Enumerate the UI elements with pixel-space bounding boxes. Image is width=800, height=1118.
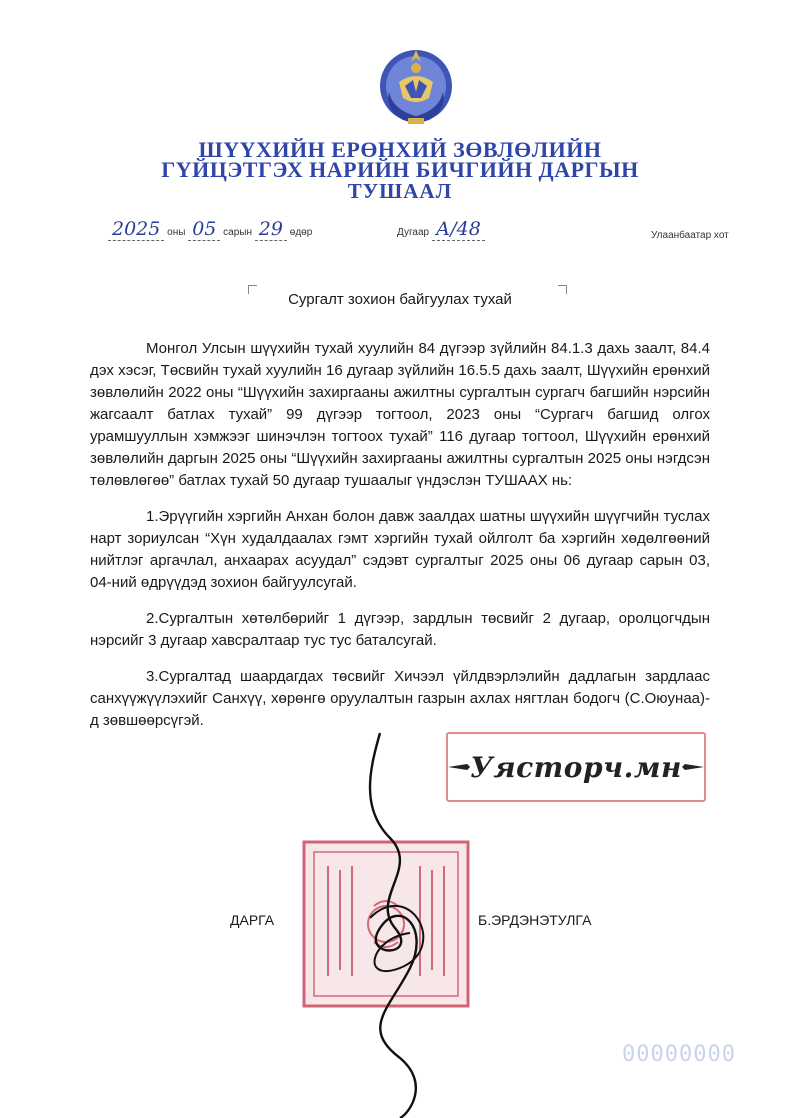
city-label: Улаанбаатар хот xyxy=(651,230,729,241)
state-emblem-icon xyxy=(375,40,457,132)
header-line-1: ШҮҮХИЙН ЕРӨНХИЙ ЗӨВЛӨЛИЙН xyxy=(198,137,602,162)
header-line-2: ГҮЙЦЭТГЭХ НАРИЙН БИЧГИЙН ДАРГЫН xyxy=(161,157,639,182)
body-paragraph: 2.Сургалтын хөтөлбөрийг 1 дүгээр, зардлын төсвийг 2 дугаар, оролцогчдын нэрсийг 3 дугаар хавсралтаар тус тус баталсугай. xyxy=(90,610,710,649)
signatory-name: Б.ЭРДЭНЭТУЛГА xyxy=(478,912,592,928)
body-paragraph: Монгол Улсын шүүхийн тухай хуулийн 84 дүгээр зүйлийн 84.1.3 дахь заалт, 84.4 дэх хэсэг, Төсвийн тухай хуулийн 16 дугаар зүйлийн 16.5.5 дахь заалт, Шүүхийн ерөнхий зөвлөлийн 2022 оны “Шүүхийн захиргааны ажилтны сургалтын сургагч багшийн нэрсийн жагсаалт батлах тухай” 99 дүгээр тогтоол, 2023 оны “Сургагч багшид олгох урамшууллын хэмжээг шинэчлэн тогтоох тухай” 116 дугаар тогтоол, Шүүхийн ерөнхий зөвлөлийн даргын 2025 оны “Шүүхийн захиргааны ажилтны сургалтын 2025 оны нэгдсэн төлөвлөгөө” батлах тухай 50 дугаар тушаалыг үндэслэн ТУШААХ нь: xyxy=(90,340,710,489)
body-paragraph: 3.Сургалтад шаардагдах төсвийг Хичээл үйлдвэрлэлийн дадлагын зардлаас санхүүжүүлэхийг Санхүү, хөрөнгө оруулалтын газрын ахлах нягтлан бодогч (С.Оюунаа)-д зөвшөөрсүгэй. xyxy=(90,668,710,729)
document-header xyxy=(0,137,800,203)
document-subject: Сургалт зохион байгуулах тухай xyxy=(288,291,512,308)
date-day-label: өдөр xyxy=(289,227,313,238)
date-year: 2025 xyxy=(108,218,164,241)
body-paragraph: 1.Эрүүгийн хэргийн Анхан болон давж заалдах шатны шүүхийн шүүгчийн туслах нарт зориулсан “Хүн худалдаалах гэмт хэргийн тухай ойлголт ба хэргийн хөдөлгөөний нийтлэг аргачлал, анхаарах асуудал” сэдэвт сургалтыг 2025 оны 06 дугаар сарын 03, 04-ний өдрүүдэд зохион байгуулсугай. xyxy=(90,508,710,591)
date-year-label: оны xyxy=(167,227,186,238)
date-day: 29 xyxy=(255,218,287,241)
signatory-title: ДАРГА xyxy=(230,912,275,928)
document-number xyxy=(397,218,485,240)
signature-icon xyxy=(300,728,500,1118)
document-body xyxy=(90,338,710,746)
date-month-label: сарын xyxy=(223,227,253,238)
document-meta-row xyxy=(0,218,800,248)
serial-number: 00000000 xyxy=(622,1042,736,1067)
watermark-text: Уясторч.мн xyxy=(470,750,682,784)
header-line-3: ТУШААЛ xyxy=(347,179,453,203)
date-month: 05 xyxy=(188,218,220,241)
number-label: Дугаар xyxy=(397,227,430,238)
watermark-right-decor-icon xyxy=(682,762,704,772)
number-value: А/48 xyxy=(432,218,485,241)
date-field xyxy=(108,218,312,241)
